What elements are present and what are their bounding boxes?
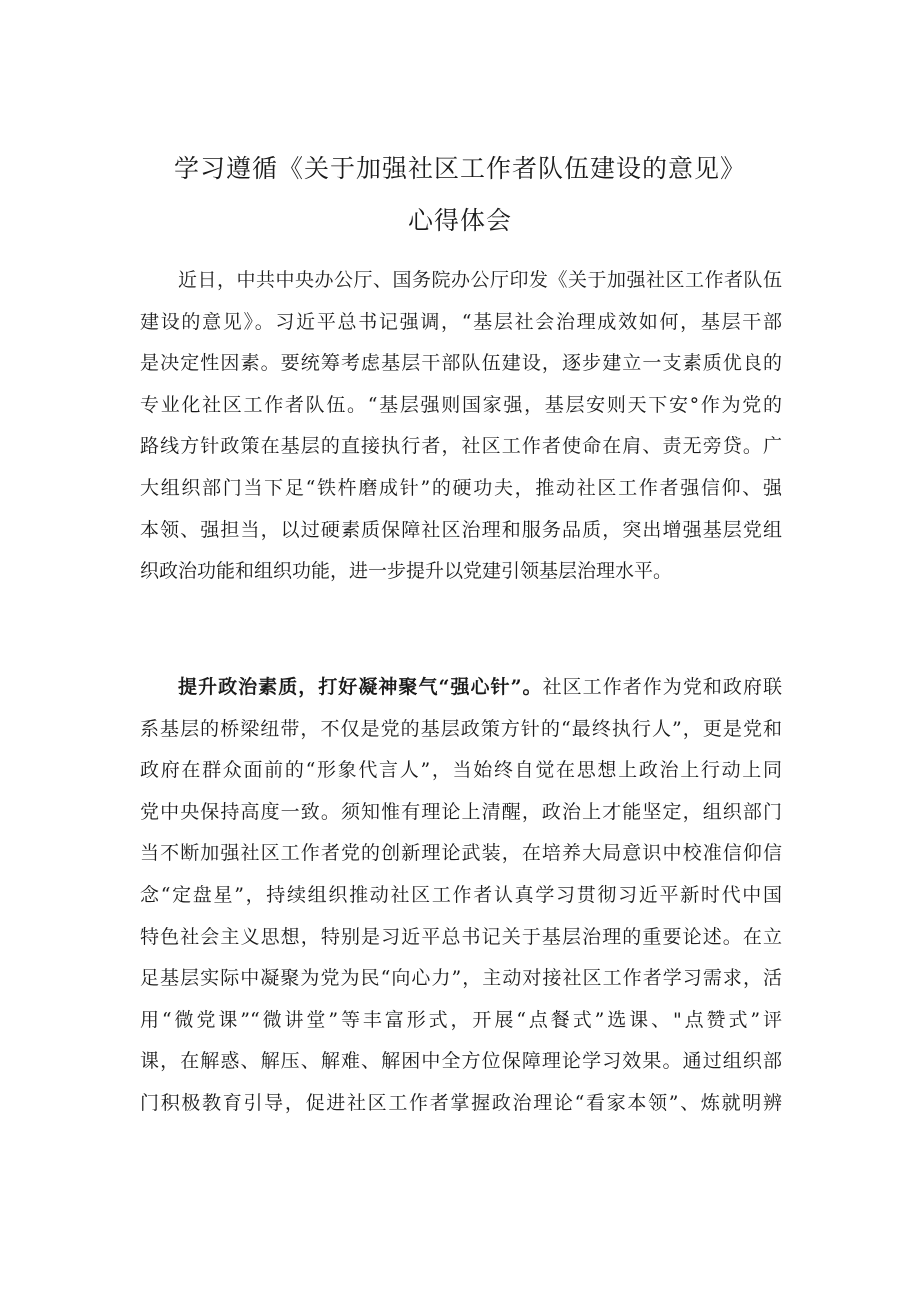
text-line: 是决定性因素。要统筹考虑基层干部队伍建设，逐步建立一支素质优良的 — [140, 352, 782, 375]
text-line: 当不断加强社区工作者党的创新理论武装，在培养大局意识中校准信仰信 — [140, 842, 782, 865]
text-line: 大组织部门当下足“铁杵磨成针”的硬功夫，推动社区工作者强信仰、强 — [140, 476, 782, 499]
paragraph-2 — [140, 667, 782, 1125]
text-line: 特色社会主义思想，特别是习近平总书记关于基层治理的重要论述。在立 — [140, 925, 782, 948]
text-line: 系基层的桥梁纽带，不仅是党的基层政策方针的“最终执行人”，更是党和 — [140, 717, 782, 740]
text-line: 政府在群众面前的“形象代言人”，当始终自觉在思想上政治上行动上同 — [140, 759, 782, 782]
title-line-2: 心得体会 — [407, 206, 512, 235]
text-line: 近日，中共中央办公厅、国务院办公厅印发《关于加强社区工作者队伍 — [178, 269, 782, 291]
text-line-first — [140, 667, 782, 709]
text-line: 课，在解惑、解压、解难、解困中全方位保障理论学习效果。通过组织部 — [140, 1050, 782, 1073]
text-line: 足基层实际中凝聚为党为民“向心力”，主动对接社区工作者学习需求，活 — [140, 967, 782, 990]
paragraph-lead: 提升政治素质，打好凝神聚气“强心针”。 — [178, 676, 543, 698]
title-line-1: 学习遵循《关于加强社区工作者队伍建设的意见》 — [173, 154, 746, 183]
text-line: 党中央保持高度一致。须知惟有理论上清醒，政治上才能坚定，组织部门 — [140, 800, 782, 823]
text-line: 门积极教育引导，促进社区工作者掌握政治理论“看家本领”、炼就明辨 — [140, 1091, 782, 1114]
paragraph-1 — [140, 260, 782, 593]
text-line: 专业化社区工作者队伍。“基层强则国家强，基层安则天下安°作为党的 — [140, 393, 782, 416]
text-line: 本领、强担当，以过硬素质保障社区治理和服务品质，突出增强基层党组 — [140, 518, 782, 541]
text-line: 织政治功能和组织功能，进一步提升以党建引领基层治理水平。 — [140, 560, 673, 583]
document-title — [0, 143, 920, 247]
paragraph-first-rest: 社区工作者作为党和政府联 — [542, 676, 782, 698]
text-line: 路线方针政策在基层的直接执行者，社区工作者使命在肩、责无旁贷。广 — [140, 435, 782, 458]
text-line: 用“微党课”“微讲堂”等丰富形式，开展“点餐式”选课、"点赞式”评 — [140, 1008, 782, 1031]
text-line: 念“定盘星”，持续组织推动社区工作者认真学习贯彻习近平新时代中国 — [140, 883, 782, 906]
text-line: 建设的意见》。习近平总书记强调，“基层社会治理成效如何，基层干部 — [140, 310, 782, 333]
